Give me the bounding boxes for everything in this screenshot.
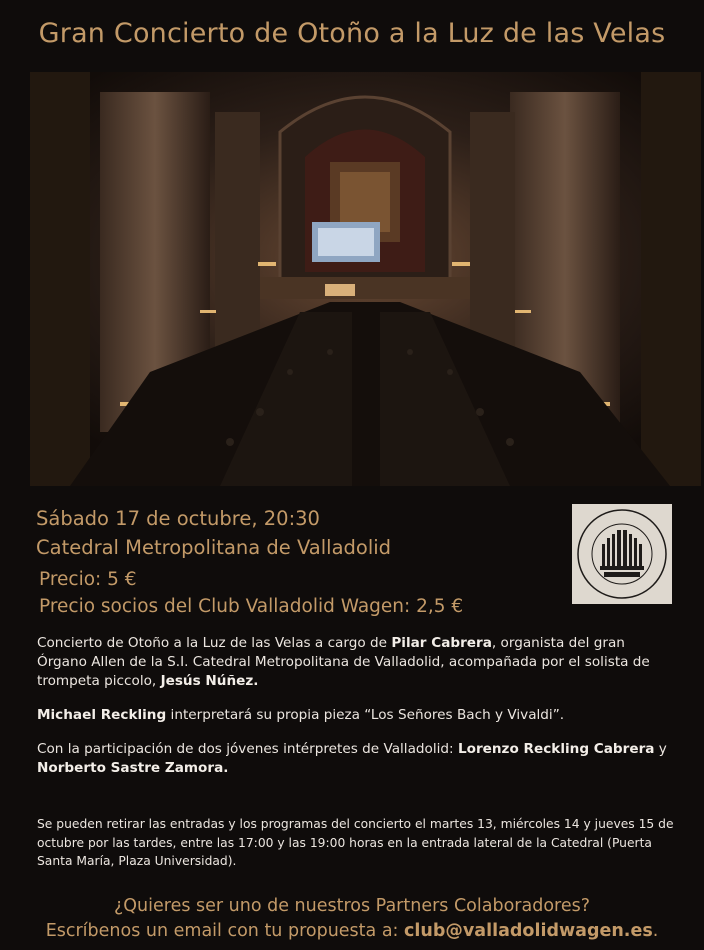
- ticket-pickup-info: Se pueden retirar las entradas y los programas del concierto el martes 13, miércoles 14 y jueves 15 de octubre por las tardes, entre las 17:00 y las 19:00 horas en la entrada lateral de la Catedral (Puerta Santa María, Plaza Universidad).: [37, 817, 674, 868]
- event-details: [36, 504, 463, 620]
- cta-line-2: Escríbenos un email con tu propuesta a: club@valladolidwagen.es.: [45, 921, 659, 941]
- event-venue: Catedral Metropolitana de Valladolid: [36, 536, 392, 559]
- description-paragraph-2: Michael Reckling interpretará su propia pieza “Los Señores Bach y Vivaldi”.: [37, 707, 565, 723]
- concert-description: [37, 634, 677, 793]
- composer-name: Michael Reckling: [37, 707, 167, 723]
- musica-en-la-catedral-seal: [572, 504, 672, 604]
- member-price: Precio socios del Club Valladolid Wagen: 2,5 €: [39, 596, 464, 617]
- description-paragraph-3: Con la participación de dos jóvenes intérpretes de Valladolid: Lorenzo Reckling Cabrera y Norberto Sastre Zamora.: [37, 741, 667, 776]
- soloist-name: Jesús Núñez.: [160, 673, 259, 689]
- price: Precio: 5 €: [39, 569, 137, 590]
- price-block: [36, 566, 463, 620]
- cta-line-1: ¿Quieres ser uno de nuestros Partners Colaboradores?: [113, 896, 591, 916]
- contact-email-link[interactable]: club@valladolidwagen.es: [404, 921, 653, 941]
- young-performer-2: Norberto Sastre Zamora.: [37, 760, 229, 776]
- young-performer-1: Lorenzo Reckling Cabrera: [457, 741, 655, 757]
- event-date: Sábado 17 de octubre, 20:30: [36, 507, 320, 530]
- performer-name: Pilar Cabrera: [391, 635, 492, 651]
- description-paragraph-1: Concierto de Otoño a la Luz de las Velas a cargo de Pilar Cabrera, organista del gran Órgano Allen de la S.I. Catedral Metropolitana de Valladolid, acompañada por el solista de trompeta piccolo, Jesús Núñez.: [37, 635, 650, 689]
- page-title: Gran Concierto de Otoño a la Luz de las Velas: [38, 18, 666, 49]
- cathedral-concert-photo: [30, 72, 701, 486]
- partners-call-to-action: [0, 894, 704, 944]
